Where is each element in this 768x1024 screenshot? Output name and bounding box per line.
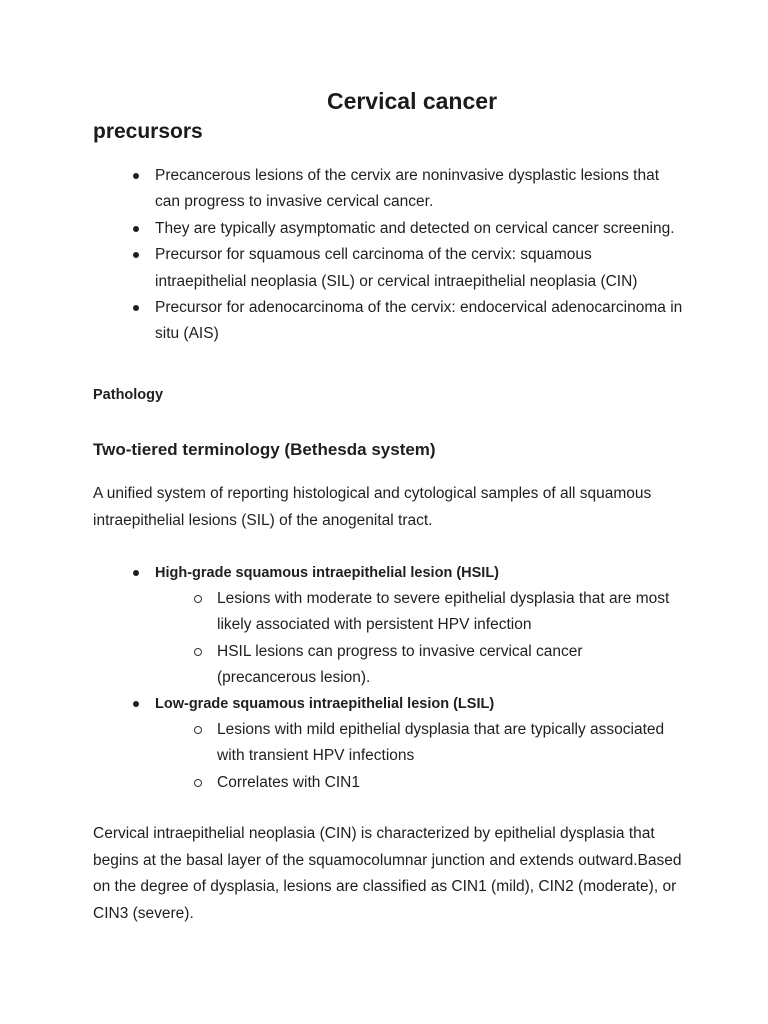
sublist-item-text: Correlates with CIN1 xyxy=(217,773,360,791)
list-item xyxy=(93,242,683,295)
bullet-icon xyxy=(133,226,139,232)
bullet-icon xyxy=(133,252,139,258)
hsil-sublist xyxy=(155,586,683,691)
circle-bullet-icon xyxy=(194,595,202,603)
bethesda-heading: Two-tiered terminology (Bethesda system) xyxy=(93,440,436,459)
sublist-item xyxy=(155,770,683,796)
bullet-icon xyxy=(133,701,139,707)
bethesda-list xyxy=(93,560,683,796)
bullet-icon xyxy=(133,570,139,576)
sublist-item xyxy=(155,639,683,691)
page-title-continued: precursors xyxy=(93,120,203,143)
list-item-text: Precursor for squamous cell carcinoma of the cervix: squamous intraepithelial neoplasia (SIL) or cervical intraepithelial neoplasia (CIN) xyxy=(155,246,638,290)
circle-bullet-icon xyxy=(194,726,202,734)
circle-bullet-icon xyxy=(194,779,202,787)
bullet-icon xyxy=(133,173,139,179)
bethesda-description: A unified system of reporting histological and cytological samples of all squamous intraepithelial lesions (SIL) of the anogenital tract. xyxy=(93,485,652,529)
bullet-icon xyxy=(133,305,139,311)
intro-bullet-list xyxy=(93,163,683,348)
hsil-label: High-grade squamous intraepithelial lesion (HSIL) xyxy=(155,565,500,581)
list-item xyxy=(93,163,683,216)
circle-bullet-icon xyxy=(194,648,202,656)
sublist-item xyxy=(155,717,683,769)
list-item xyxy=(93,295,683,348)
list-item-hsil xyxy=(93,560,683,691)
list-item-text: They are typically asymptomatic and detected on cervical cancer screening. xyxy=(155,219,675,237)
page-title: Cervical cancer xyxy=(326,88,498,114)
lsil-label: Low-grade squamous intraepithelial lesion (LSIL) xyxy=(155,696,495,713)
sublist-item-text: Lesions with mild epithelial dysplasia that are typically associated with transient HPV infections xyxy=(217,721,665,765)
sublist-item-text: HSIL lesions can progress to invasive cervical cancer (precancerous lesion). xyxy=(217,642,583,686)
list-item-lsil xyxy=(93,691,683,796)
list-item-text: Precancerous lesions of the cervix are noninvasive dysplastic lesions that can progress to invasive cervical cancer. xyxy=(155,167,660,211)
sublist-item xyxy=(155,586,683,638)
list-item-text: Precursor for adenocarcinoma of the cervix: endocervical adenocarcinoma in situ (AIS) xyxy=(155,299,683,343)
sublist-item-text: Lesions with moderate to severe epithelial dysplasia that are most likely associated with persistent HPV infection xyxy=(217,590,670,634)
list-item xyxy=(93,216,683,242)
pathology-heading: Pathology xyxy=(93,387,164,403)
lsil-sublist xyxy=(155,717,683,796)
cin-paragraph: Cervical intraepithelial neoplasia (CIN) is characterized by epithelial dysplasia that begins at the basal layer of the squamocolumnar junction and extends outward.Based on the degree of dysplasia, lesions are classified as CIN1 (mild), CIN2 (moderate), or CIN3 (severe). xyxy=(93,825,682,922)
